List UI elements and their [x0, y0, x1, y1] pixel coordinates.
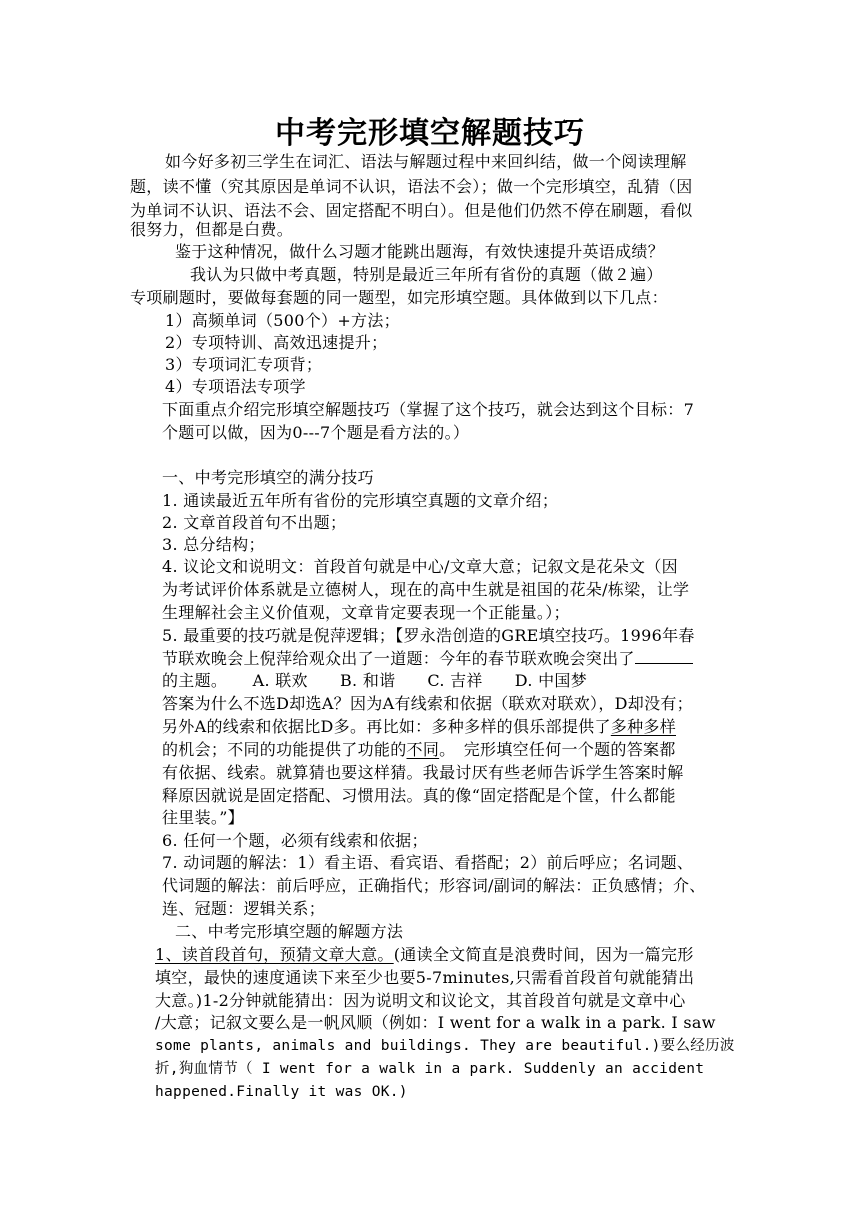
question-text: 的主题。 — [162, 671, 228, 690]
intro-line: 很努力，但都是白费。 — [130, 220, 294, 239]
list-item — [162, 649, 693, 669]
underlined-text: 多种多样 — [610, 717, 676, 736]
list-item: 为考试评价体系就是立德树人，现在的高中生就是祖国的花朵/栋梁，让学 — [162, 580, 690, 599]
option-b: B. 和谐 — [339, 671, 396, 690]
intro-line: 为单词不认识、语法不会、固定搭配不明白）。但是他们仍然不停在刷题，看似 — [130, 201, 693, 220]
list-item: 生理解社会主义价值观，文章肯定要表现一个正能量。）； — [162, 603, 570, 622]
list-item: 连、冠题：逻辑关系； — [162, 899, 326, 918]
list-item — [162, 717, 676, 737]
method-line: /大意；记叙文要么是一帆风顺（例如：I went for a walk in a park. I saw — [155, 1013, 716, 1032]
text-span: (通读全文简直是浪费时间，因为一篇完形 — [393, 945, 694, 964]
question-text: 节联欢晚会上倪萍给观众出了一道题：今年的春节联欢晚会突出了 — [162, 649, 635, 668]
intro-line: 专项刷题时，要做每套题的同一题型，如完形填空题。具体做到以下几点： — [130, 288, 668, 307]
method-line: 填空，最快的速度通读下来至少也要5-7minutes,只需看首段首句就能猜出 — [155, 968, 695, 987]
list-item — [162, 740, 676, 760]
focus-line: 个题可以做，因为0---7个题是看方法的。） — [162, 423, 470, 442]
text-span: 的机会；不同的功能提供了功能的 — [162, 740, 407, 759]
text-span: 另外A的线索和依据比D多。再比如：多种多样的俱乐部提供了 — [162, 717, 611, 736]
options-line — [162, 671, 587, 691]
method-line: happened.Finally it was OK.) — [155, 1084, 408, 1100]
method-line: 折,狗血情节（ I went for a walk in a park. Suddenly an accident — [155, 1061, 705, 1077]
method-line: some plants, animals and buildings. They are beautiful.)要么经历波 — [155, 1038, 735, 1054]
list-item: 1）高频单词（500个）+方法； — [165, 311, 400, 330]
list-item: 4）专项语法专项学 — [165, 377, 306, 396]
intro-line: 题，读不懂（究其原因是单词不认识，语法不会）；做一个完形填空，乱猜（因 — [130, 177, 693, 196]
list-item: 3. 总分结构； — [162, 535, 265, 554]
list-item: 4. 议论文和说明文：首段首句就是中心/文章大意；记叙文是花朵文（因 — [162, 557, 678, 576]
list-item: 2）专项特训、高效迅速提升； — [165, 333, 388, 352]
page-title: 中考完形填空解题技巧 — [275, 116, 585, 151]
text-span: 。 完形填空任何一个题的答案都 — [439, 740, 676, 759]
list-item: 6. 任何一个题，必须有线索和依据； — [162, 831, 428, 850]
intro-line: 我认为只做中考真题，特别是最近三年所有省份的真题（做２遍） — [190, 265, 663, 284]
option-c: C. 吉祥 — [427, 671, 483, 690]
option-d: D. 中国梦 — [514, 671, 587, 690]
option-a: A. 联欢 — [252, 671, 308, 690]
list-item: 释原因就说是固定搭配、习惯用法。真的像“固定搭配是个筐，什么都能 — [162, 786, 676, 805]
list-item: 3）专项词汇专项背； — [165, 355, 323, 374]
list-item: 7. 动词题的解法：1）看主语、看宾语、看搭配；2）前后呼应；名词题、 — [162, 853, 694, 872]
underlined-text: 1、读首段首句，预猜文章大意。 — [155, 945, 394, 964]
method-line: 大意。)1-2分钟就能猜出：因为说明文和议论文，其首段首句就是文章中心 — [155, 991, 686, 1010]
section-heading: 二、中考完形填空题的解题方法 — [175, 922, 404, 941]
intro-line: 鉴于这种情况，做什么习题才能跳出题海，有效快速提升英语成绩？ — [175, 242, 665, 261]
list-item: 5. 最重要的技巧就是倪萍逻辑；【罗永浩创造的GRE填空技巧。1996年春 — [162, 626, 695, 645]
list-item: 2. 文章首段首句不出题； — [162, 513, 347, 532]
list-item: 有依据、线索。就算猜也要这样猜。我最讨厌有些老师告诉学生答案时解 — [162, 763, 684, 782]
underlined-text: 不同 — [406, 740, 440, 759]
list-item: 答案为什么不选D却选A？因为A有线索和依据（联欢对联欢），D却没有； — [162, 694, 693, 713]
method-line — [155, 945, 694, 965]
answer-blank — [635, 649, 693, 664]
intro-line: 如今好多初三学生在词汇、语法与解题过程中来回纠结，做一个阅读理解 — [165, 152, 687, 171]
focus-line: 下面重点介绍完形填空解题技巧（掌握了这个技巧，就会达到这个目标：7 — [162, 400, 695, 419]
list-item: 代词题的解法：前后呼应，正确指代；形容词/副词的解法：正负感情；介、 — [162, 876, 706, 895]
section-heading: 一、中考完形填空的满分技巧 — [162, 468, 374, 487]
list-item: 1. 通读最近五年所有省份的完形填空真题的文章介绍； — [162, 491, 559, 510]
list-item: 往里装。”】 — [162, 808, 244, 827]
